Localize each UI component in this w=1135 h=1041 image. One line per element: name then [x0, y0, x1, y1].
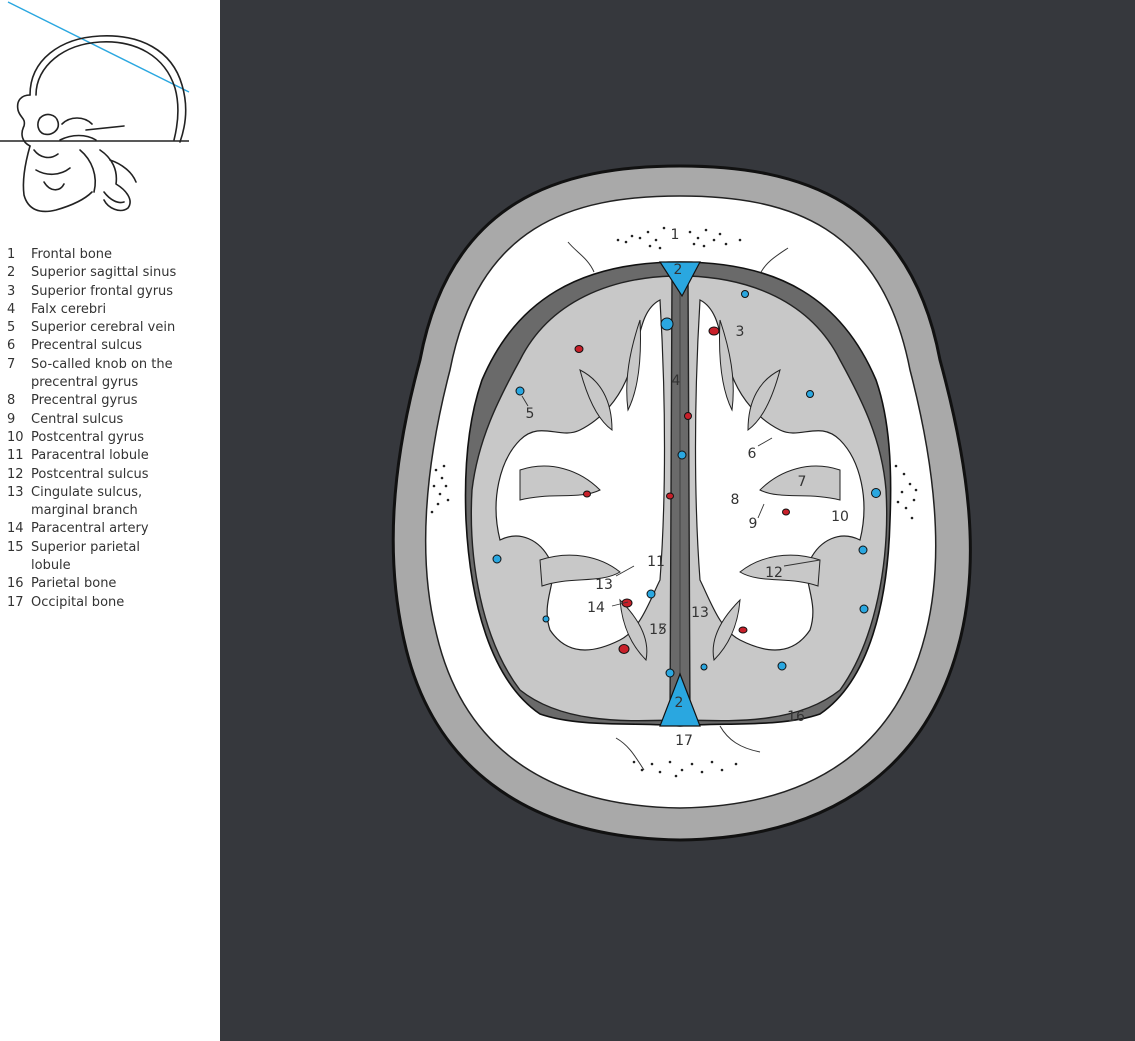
- legend-text: So-called knob on the precentral gyrus: [31, 356, 173, 391]
- legend-number: 9: [7, 411, 16, 427]
- legend-item: [7, 356, 181, 393]
- legend-number: 12: [7, 466, 24, 482]
- legend-item: [7, 246, 181, 264]
- vein-marker: [778, 662, 786, 670]
- legend-text: Superior sagittal sinus: [31, 265, 177, 281]
- legend-text: Paracentral artery: [31, 521, 149, 537]
- legend-list: [7, 246, 181, 612]
- legend-text: Precentral sulcus: [31, 338, 142, 354]
- vein-marker: [661, 318, 673, 330]
- vein-marker: [678, 451, 686, 459]
- legend-item: [7, 283, 181, 301]
- vein-marker: [543, 616, 549, 622]
- vein-marker: [701, 664, 707, 670]
- legend-item: [7, 466, 181, 484]
- legend-item: [7, 319, 181, 337]
- legend-text: Superior parietal lobule: [31, 539, 140, 574]
- label-7: 7: [797, 474, 807, 490]
- legend-number: 2: [7, 265, 16, 281]
- legend-number: 7: [7, 356, 16, 372]
- legend-text: Occipital bone: [31, 594, 125, 610]
- vein-marker: [872, 489, 881, 498]
- label-5: 5: [525, 406, 535, 422]
- left-panel: [0, 0, 220, 1041]
- legend-item: [7, 429, 181, 447]
- brain-section-diagram: [220, 0, 1135, 1041]
- legend-item: [7, 447, 181, 465]
- legend-item: [7, 484, 181, 521]
- legend-text: Paracentral lobule: [31, 448, 149, 464]
- skull-outline: [18, 36, 186, 212]
- artery-marker: [619, 645, 629, 654]
- legend-text: Frontal bone: [31, 247, 113, 262]
- legend-text: Superior cerebral vein: [31, 320, 176, 336]
- label-2-posterior: 2: [674, 695, 684, 711]
- label-9: 9: [748, 516, 758, 532]
- label-12: 12: [765, 565, 783, 581]
- legend-number: 1: [7, 247, 16, 262]
- vein-marker: [493, 555, 501, 563]
- label-16: 16: [787, 709, 805, 725]
- artery-marker: [783, 509, 790, 515]
- label-3: 3: [735, 324, 745, 340]
- label-11: 11: [647, 554, 665, 570]
- legend-text: Precentral gyrus: [31, 393, 138, 409]
- legend-text: Postcentral sulcus: [31, 466, 149, 482]
- artery-marker: [739, 627, 747, 633]
- artery-marker: [709, 327, 719, 335]
- vein-marker: [807, 391, 814, 398]
- legend-number: 4: [7, 301, 16, 317]
- legend-number: 13: [7, 484, 24, 500]
- legend-item: [7, 264, 181, 282]
- vein-marker: [666, 669, 674, 677]
- label-2-anterior: 2: [673, 262, 683, 278]
- vein-marker: [647, 590, 655, 598]
- legend-item: [7, 337, 181, 355]
- artery-marker: [667, 493, 674, 499]
- legend-number: 17: [7, 594, 24, 610]
- label-13-right: 13: [691, 605, 709, 621]
- vein-marker: [742, 291, 749, 298]
- skull-orientation-sketch: [0, 0, 220, 230]
- vein-marker: [859, 546, 867, 554]
- legend-number: 5: [7, 320, 16, 336]
- label-15: 15: [649, 622, 667, 638]
- legend-text: Cingulate sulcus, marginal branch: [31, 484, 143, 519]
- legend-item: [7, 575, 181, 593]
- legend-number: 3: [7, 283, 16, 299]
- label-4: 4: [671, 373, 681, 389]
- legend-text: Central sulcus: [31, 411, 124, 427]
- vein-marker: [860, 605, 868, 613]
- legend-item: [7, 594, 181, 612]
- vein-marker: [516, 387, 524, 395]
- legend-text: Superior frontal gyrus: [31, 283, 174, 299]
- label-10: 10: [831, 509, 849, 525]
- artery-marker: [685, 413, 692, 420]
- artery-marker: [584, 491, 591, 497]
- section-plane-line: [8, 2, 189, 92]
- label-17: 17: [675, 733, 693, 749]
- legend-item: [7, 411, 181, 429]
- legend-item: [7, 301, 181, 319]
- legend-number: 8: [7, 393, 16, 409]
- label-6: 6: [747, 446, 757, 462]
- legend-item: [7, 539, 181, 576]
- label-1: 1: [670, 227, 680, 243]
- label-8: 8: [730, 492, 740, 508]
- artery-marker: [575, 346, 583, 353]
- label-14: 14: [587, 600, 605, 616]
- legend-number: 10: [7, 429, 24, 445]
- legend-item: [7, 520, 181, 538]
- legend-number: 6: [7, 338, 16, 354]
- legend-number: 15: [7, 539, 24, 555]
- legend-number: 16: [7, 576, 24, 592]
- legend-item: [7, 392, 181, 410]
- label-13-left: 13: [595, 577, 613, 593]
- legend-number: 14: [7, 521, 24, 537]
- legend-text: Postcentral gyrus: [31, 429, 145, 445]
- legend-number: 11: [7, 448, 24, 464]
- legend-text: Parietal bone: [31, 576, 117, 592]
- legend-text: Falx cerebri: [31, 301, 107, 317]
